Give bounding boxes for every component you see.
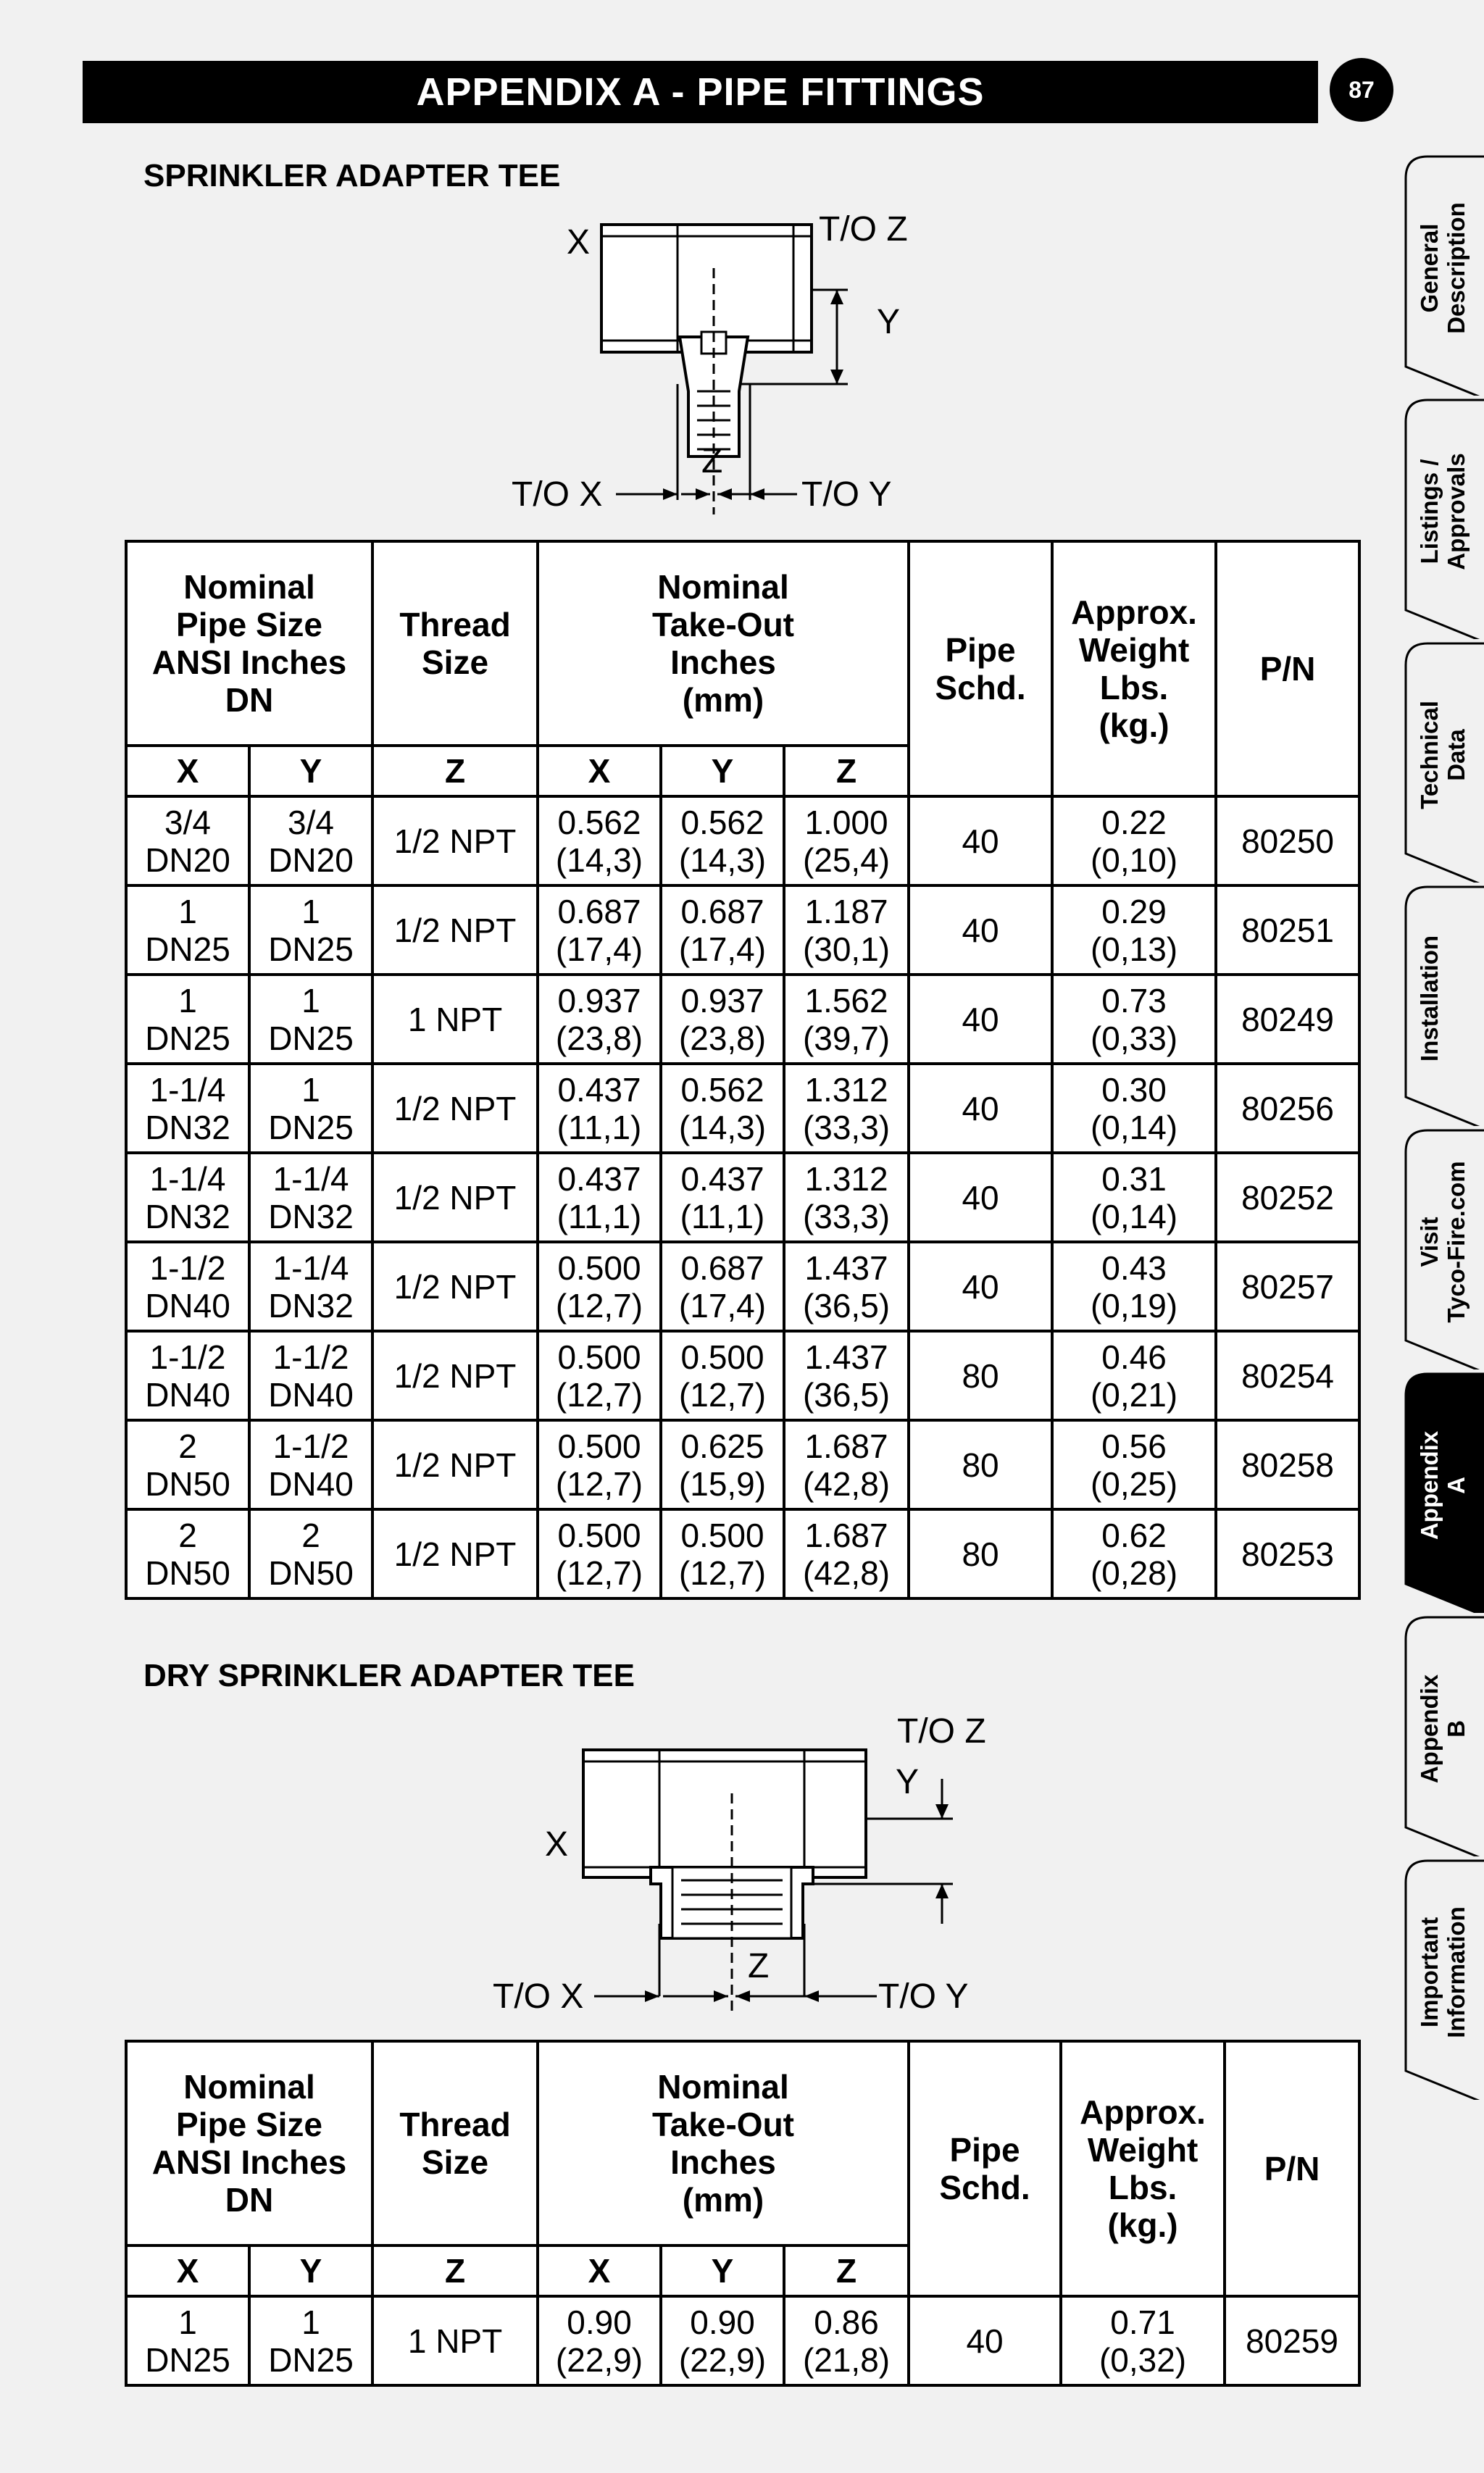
tab-general-description[interactable] bbox=[1377, 152, 1484, 396]
cell-size-y: 1 DN25 bbox=[249, 1064, 372, 1153]
tab-label: Appendix B bbox=[1416, 1674, 1470, 1784]
tab-label: Important Information bbox=[1416, 1906, 1470, 2038]
cell-thread-size: 1/2 NPT bbox=[372, 885, 538, 975]
cell-weight: 0.56 (0,25) bbox=[1052, 1420, 1216, 1509]
tab-listings-approvals[interactable] bbox=[1377, 396, 1484, 639]
header-pn: P/N bbox=[1225, 2041, 1359, 2296]
cell-takeout-x: 0.500 (12,7) bbox=[538, 1331, 661, 1420]
header-sub-z: Z bbox=[372, 2245, 538, 2296]
cell-takeout-x: 0.500 (12,7) bbox=[538, 1509, 661, 1598]
cell-size-x: 1-1/4 DN32 bbox=[126, 1153, 249, 1242]
header-sub-x: X bbox=[126, 2245, 249, 2296]
cell-size-y: 1-1/4 DN32 bbox=[249, 1153, 372, 1242]
cell-part-number: 80259 bbox=[1225, 2296, 1359, 2385]
diagram-label-to-y: T/O Y bbox=[878, 1977, 969, 2016]
cell-size-x: 1-1/2 DN40 bbox=[126, 1331, 249, 1420]
cell-takeout-z: 1.437 (36,5) bbox=[784, 1242, 909, 1331]
cell-thread-size: 1/2 NPT bbox=[372, 1331, 538, 1420]
header-sub-x: X bbox=[126, 746, 249, 796]
cell-takeout-x: 0.687 (17,4) bbox=[538, 885, 661, 975]
tab-label: Visit Tyco-Fire.com bbox=[1416, 1161, 1470, 1323]
cell-pipe-schd: 40 bbox=[909, 1153, 1052, 1242]
page-number: 87 bbox=[1348, 76, 1375, 103]
cell-thread-size: 1/2 NPT bbox=[372, 1064, 538, 1153]
header-take-out: Nominal Take-Out Inches (mm) bbox=[538, 541, 909, 746]
tab-visit-tyco-fire-com[interactable] bbox=[1377, 1126, 1484, 1369]
cell-pipe-schd: 40 bbox=[909, 975, 1052, 1064]
cell-weight: 0.43 (0,19) bbox=[1052, 1242, 1216, 1331]
header-pn: P/N bbox=[1216, 541, 1359, 796]
table-row bbox=[126, 1242, 1359, 1331]
cell-takeout-y: 0.90 (22,9) bbox=[661, 2296, 784, 2385]
page-number-badge bbox=[1330, 58, 1393, 122]
dry-sprinkler-adapter-tee-diagram bbox=[485, 1706, 1007, 2018]
header-takeout-x: X bbox=[538, 746, 661, 796]
table-row bbox=[126, 975, 1359, 1064]
page-title: APPENDIX A - PIPE FITTINGS bbox=[416, 70, 985, 114]
cell-thread-size: 1 NPT bbox=[372, 2296, 538, 2385]
cell-takeout-z: 1.562 (39,7) bbox=[784, 975, 909, 1064]
cell-takeout-y: 0.625 (15,9) bbox=[661, 1420, 784, 1509]
cell-pipe-schd: 40 bbox=[909, 796, 1052, 885]
cell-takeout-z: 1.312 (33,3) bbox=[784, 1064, 909, 1153]
cell-takeout-z: 1.000 (25,4) bbox=[784, 796, 909, 885]
header-nominal-pipe-size: Nominal Pipe Size ANSI Inches DN bbox=[126, 2041, 372, 2245]
diagram-label-to-x: T/O X bbox=[493, 1977, 584, 2016]
cell-part-number: 80252 bbox=[1216, 1153, 1359, 1242]
table-row bbox=[126, 1153, 1359, 1242]
cell-takeout-z: 0.86 (21,8) bbox=[784, 2296, 909, 2385]
tab-important-information[interactable] bbox=[1377, 1856, 1484, 2100]
cell-size-y: 1 DN25 bbox=[249, 2296, 372, 2385]
cell-part-number: 80249 bbox=[1216, 975, 1359, 1064]
cell-takeout-y: 0.500 (12,7) bbox=[661, 1331, 784, 1420]
table-row bbox=[126, 1331, 1359, 1420]
header-takeout-x: X bbox=[538, 2245, 661, 2296]
sprinkler-adapter-tee-rows bbox=[126, 796, 1359, 1598]
table-row bbox=[126, 796, 1359, 885]
cell-part-number: 80253 bbox=[1216, 1509, 1359, 1598]
cell-size-y: 1 DN25 bbox=[249, 975, 372, 1064]
section-title-dry-sprinkler-adapter-tee: DRY SPRINKLER ADAPTER TEE bbox=[143, 1658, 635, 1693]
cell-size-x: 1-1/2 DN40 bbox=[126, 1242, 249, 1331]
diagram-label-x: X bbox=[545, 1825, 569, 1864]
header-thread-size: Thread Size bbox=[372, 2041, 538, 2245]
cell-size-y: 1-1/2 DN40 bbox=[249, 1420, 372, 1509]
cell-part-number: 80250 bbox=[1216, 796, 1359, 885]
cell-pipe-schd: 80 bbox=[909, 1331, 1052, 1420]
cell-takeout-x: 0.437 (11,1) bbox=[538, 1064, 661, 1153]
header-sub-z: Z bbox=[372, 746, 538, 796]
cell-part-number: 80258 bbox=[1216, 1420, 1359, 1509]
table-row bbox=[126, 1064, 1359, 1153]
cell-pipe-schd: 40 bbox=[909, 885, 1052, 975]
cell-takeout-x: 0.937 (23,8) bbox=[538, 975, 661, 1064]
cell-pipe-schd: 80 bbox=[909, 1509, 1052, 1598]
tab-label: Appendix A bbox=[1416, 1430, 1470, 1540]
cell-takeout-z: 1.312 (33,3) bbox=[784, 1153, 909, 1242]
cell-size-y: 2 DN50 bbox=[249, 1509, 372, 1598]
cell-size-x: 1 DN25 bbox=[126, 975, 249, 1064]
cell-weight: 0.46 (0,21) bbox=[1052, 1331, 1216, 1420]
sprinkler-adapter-tee-table bbox=[125, 540, 1361, 1600]
cell-weight: 0.31 (0,14) bbox=[1052, 1153, 1216, 1242]
cell-size-y: 1 DN25 bbox=[249, 885, 372, 975]
cell-pipe-schd: 40 bbox=[909, 2296, 1061, 2385]
cell-part-number: 80251 bbox=[1216, 885, 1359, 975]
cell-takeout-z: 1.187 (30,1) bbox=[784, 885, 909, 975]
tab-installation[interactable] bbox=[1377, 883, 1484, 1126]
section-title-sprinkler-adapter-tee: SPRINKLER ADAPTER TEE bbox=[143, 158, 561, 193]
header-pipe-schd: Pipe Schd. bbox=[909, 541, 1052, 796]
header-takeout-y: Y bbox=[661, 2245, 784, 2296]
cell-size-x: 1-1/4 DN32 bbox=[126, 1064, 249, 1153]
cell-size-x: 3/4 DN20 bbox=[126, 796, 249, 885]
tab-label: Installation bbox=[1416, 935, 1443, 1062]
header-takeout-z: Z bbox=[784, 2245, 909, 2296]
diagram-label-z: Z bbox=[748, 1947, 770, 1985]
cell-thread-size: 1/2 NPT bbox=[372, 796, 538, 885]
tab-appendix-a[interactable] bbox=[1377, 1369, 1484, 1613]
header-thread-size: Thread Size bbox=[372, 541, 538, 746]
cell-thread-size: 1/2 NPT bbox=[372, 1153, 538, 1242]
cell-takeout-z: 1.687 (42,8) bbox=[784, 1509, 909, 1598]
cell-takeout-y: 0.562 (14,3) bbox=[661, 796, 784, 885]
cell-thread-size: 1/2 NPT bbox=[372, 1509, 538, 1598]
cell-weight: 0.71 (0,32) bbox=[1061, 2296, 1225, 2385]
cell-pipe-schd: 40 bbox=[909, 1064, 1052, 1153]
diagram-label-to-z: T/O Z bbox=[819, 210, 908, 249]
cell-part-number: 80254 bbox=[1216, 1331, 1359, 1420]
cell-weight: 0.73 (0,33) bbox=[1052, 975, 1216, 1064]
header-takeout-y: Y bbox=[661, 746, 784, 796]
cell-size-x: 1 DN25 bbox=[126, 2296, 249, 2385]
header-sub-y: Y bbox=[249, 2245, 372, 2296]
cell-size-y: 1-1/2 DN40 bbox=[249, 1331, 372, 1420]
page-header bbox=[83, 61, 1318, 123]
cell-takeout-y: 0.687 (17,4) bbox=[661, 1242, 784, 1331]
diagram-label-to-y: T/O Y bbox=[801, 475, 892, 514]
cell-takeout-z: 1.437 (36,5) bbox=[784, 1331, 909, 1420]
header-weight: Approx. Weight Lbs. (kg.) bbox=[1061, 2041, 1225, 2296]
diagram-label-to-x: T/O X bbox=[512, 475, 603, 514]
cell-size-x: 1 DN25 bbox=[126, 885, 249, 975]
cell-takeout-x: 0.500 (12,7) bbox=[538, 1242, 661, 1331]
cell-weight: 0.29 (0,13) bbox=[1052, 885, 1216, 975]
table-row bbox=[126, 1509, 1359, 1598]
tab-appendix-b[interactable] bbox=[1377, 1613, 1484, 1856]
diagram-label-y: Y bbox=[896, 1763, 920, 1801]
cell-takeout-x: 0.500 (12,7) bbox=[538, 1420, 661, 1509]
header-takeout-z: Z bbox=[784, 746, 909, 796]
cell-size-x: 2 DN50 bbox=[126, 1420, 249, 1509]
tab-label: Listings / Approvals bbox=[1416, 453, 1470, 570]
diagram-label-x: X bbox=[567, 223, 591, 262]
cell-takeout-z: 1.687 (42,8) bbox=[784, 1420, 909, 1509]
table-row bbox=[126, 885, 1359, 975]
diagram-label-y: Y bbox=[877, 303, 901, 341]
cell-takeout-y: 0.687 (17,4) bbox=[661, 885, 784, 975]
diagram-label-to-z: T/O Z bbox=[897, 1712, 986, 1751]
cell-takeout-x: 0.90 (22,9) bbox=[538, 2296, 661, 2385]
tab-technical-data[interactable] bbox=[1377, 639, 1484, 883]
header-weight: Approx. Weight Lbs. (kg.) bbox=[1052, 541, 1216, 796]
cell-thread-size: 1/2 NPT bbox=[372, 1420, 538, 1509]
header-sub-y: Y bbox=[249, 746, 372, 796]
cell-pipe-schd: 80 bbox=[909, 1420, 1052, 1509]
cell-weight: 0.62 (0,28) bbox=[1052, 1509, 1216, 1598]
diagram-label-z: Z bbox=[701, 442, 723, 480]
cell-takeout-y: 0.500 (12,7) bbox=[661, 1509, 784, 1598]
cell-size-x: 2 DN50 bbox=[126, 1509, 249, 1598]
dry-sprinkler-adapter-tee-table bbox=[125, 2040, 1361, 2387]
cell-weight: 0.22 (0,10) bbox=[1052, 796, 1216, 885]
table-row bbox=[126, 1420, 1359, 1509]
cell-thread-size: 1/2 NPT bbox=[372, 1242, 538, 1331]
cell-pipe-schd: 40 bbox=[909, 1242, 1052, 1331]
header-pipe-schd: Pipe Schd. bbox=[909, 2041, 1061, 2296]
cell-part-number: 80257 bbox=[1216, 1242, 1359, 1331]
cell-part-number: 80256 bbox=[1216, 1064, 1359, 1153]
cell-takeout-x: 0.437 (11,1) bbox=[538, 1153, 661, 1242]
cell-size-y: 1-1/4 DN32 bbox=[249, 1242, 372, 1331]
dry-sprinkler-adapter-tee-rows bbox=[126, 2296, 1359, 2385]
table-row bbox=[126, 2296, 1359, 2385]
sprinkler-adapter-tee-diagram bbox=[500, 210, 1007, 522]
cell-size-y: 3/4 DN20 bbox=[249, 796, 372, 885]
cell-takeout-x: 0.562 (14,3) bbox=[538, 796, 661, 885]
tab-label: Technical Data bbox=[1416, 701, 1470, 809]
cell-weight: 0.30 (0,14) bbox=[1052, 1064, 1216, 1153]
cell-takeout-y: 0.937 (23,8) bbox=[661, 975, 784, 1064]
cell-takeout-y: 0.562 (14,3) bbox=[661, 1064, 784, 1153]
cell-takeout-y: 0.437 (11,1) bbox=[661, 1153, 784, 1242]
tab-label: General Description bbox=[1416, 202, 1470, 334]
cell-thread-size: 1 NPT bbox=[372, 975, 538, 1064]
header-take-out: Nominal Take-Out Inches (mm) bbox=[538, 2041, 909, 2245]
header-nominal-pipe-size: Nominal Pipe Size ANSI Inches DN bbox=[126, 541, 372, 746]
